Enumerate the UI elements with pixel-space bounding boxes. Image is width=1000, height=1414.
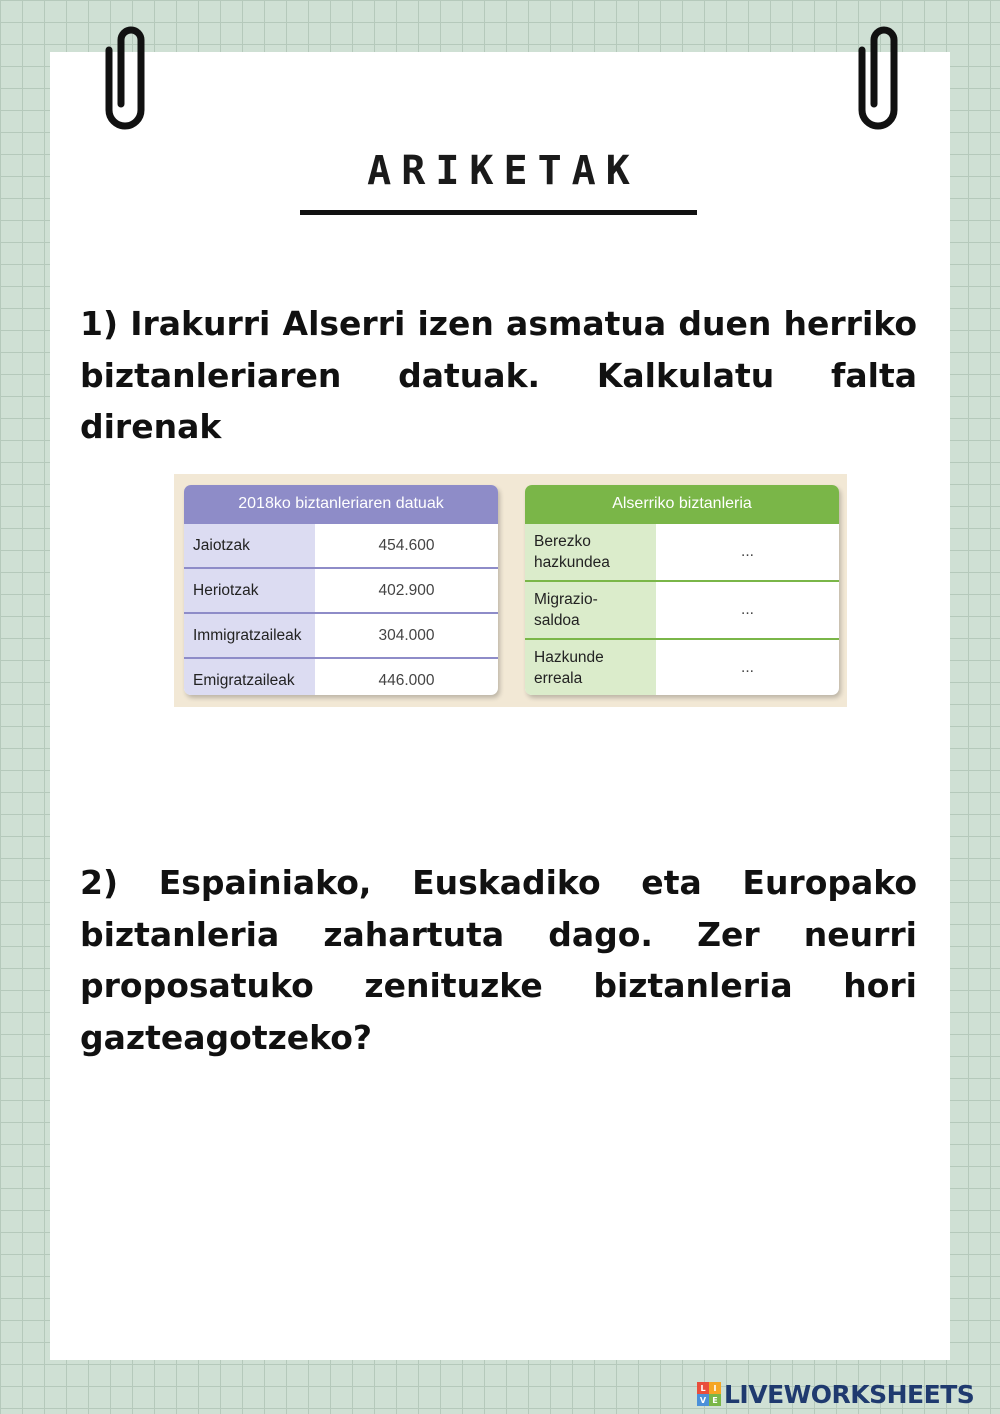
row-label-line: Migrazio- [534,591,598,608]
row-label-line: Hazkunde [534,649,604,666]
row-label-line: erreala [534,670,583,687]
answer-cell[interactable]: ... [741,601,754,618]
brand-name: LIVEWORKSHEETS [724,1379,975,1409]
logo-letter: E [709,1394,721,1406]
row-value: 402.900 [378,581,435,599]
row-label: Emigratzaileak [184,659,315,695]
row-label [525,582,656,638]
row-label-line: hazkundea [534,554,610,571]
row-label [525,524,656,580]
answer-cell[interactable]: ... [741,659,754,676]
logo-letter: L [697,1382,709,1394]
row-label: Jaiotzak [184,524,315,567]
table-row [525,522,839,580]
alserri-population-table [525,485,839,695]
table-row [525,638,839,695]
table-header: 2018ko biztanleriaren datuak [184,485,498,522]
row-value: 454.600 [378,536,435,554]
page-title: ARIKETAK [367,148,640,194]
answer-cell[interactable]: ... [741,543,754,560]
table-row [184,567,498,612]
row-label [525,640,656,695]
table-header: Alserriko biztanleria [525,485,839,522]
table-row [525,580,839,638]
row-value: 304.000 [378,626,435,644]
liveworksheets-logo[interactable] [697,1380,974,1408]
logo-letter: V [697,1394,709,1406]
title-underline [300,210,697,215]
population-data-table [184,485,498,695]
population-figure [174,474,847,707]
row-label-line: Berezko [534,533,591,550]
row-label-line: saldoa [534,612,580,629]
row-label: Heriotzak [184,569,315,612]
row-label: Immigratzaileak [184,614,315,657]
row-value: 446.000 [378,671,435,689]
paperclip-icon [95,22,157,140]
table-row [184,522,498,567]
logo-letter: I [709,1382,721,1394]
paperclip-icon [848,22,910,140]
question-1: 1) Irakurri Alserri izen asmatua duen herriko biztanleriaren datuak. Kalkulatu falta direnak [80,304,917,446]
liveworksheets-logo-icon [697,1382,721,1406]
question-2: 2) Espainiako, Euskadiko eta Europako biztanleria zahartuta dago. Zer neurri proposatuko zenituzke biztanleria hori gazteagotzeko? [80,863,917,1057]
table-row [184,657,498,695]
table-row [184,612,498,657]
